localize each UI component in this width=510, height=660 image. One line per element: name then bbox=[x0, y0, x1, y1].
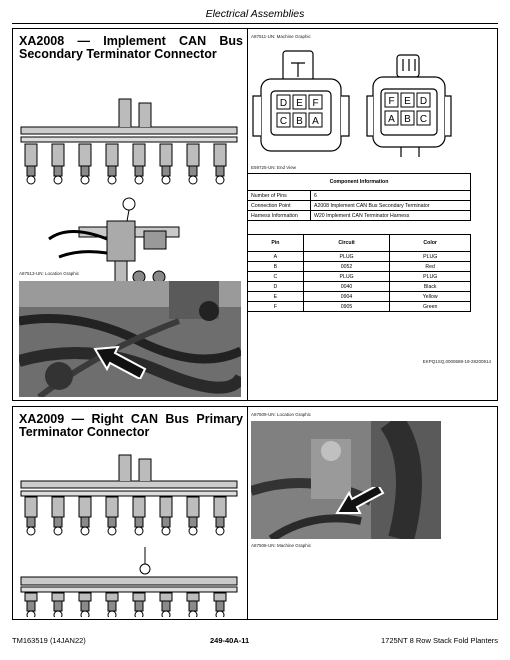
row-unit-part bbox=[133, 497, 145, 517]
row-unit-part bbox=[189, 166, 197, 176]
table-cell: PLUG bbox=[303, 272, 390, 282]
table-cell: B bbox=[248, 262, 304, 272]
section-xa2009 bbox=[12, 406, 498, 620]
connector-pin-label: D bbox=[279, 98, 288, 109]
row-unit-part bbox=[81, 601, 89, 611]
connector-end-view bbox=[251, 41, 487, 161]
arrow-icon bbox=[335, 487, 385, 523]
connector-pin-label: A bbox=[312, 116, 319, 127]
connector-pin-label: F bbox=[388, 96, 395, 107]
row-unit-part bbox=[79, 497, 91, 517]
row-unit-part bbox=[52, 144, 64, 166]
row-unit-part bbox=[189, 611, 197, 617]
table-row bbox=[248, 302, 471, 312]
arrow-icon bbox=[89, 339, 149, 379]
table-row bbox=[248, 282, 471, 292]
row-unit-part bbox=[216, 527, 224, 535]
section-xa2008 bbox=[12, 28, 498, 401]
row-unit-part bbox=[135, 517, 143, 527]
row-unit-part bbox=[27, 611, 35, 617]
table-cell: 0040 bbox=[303, 282, 390, 292]
row-unit-part bbox=[135, 166, 143, 176]
end-view-caption: E59725-UN: End View bbox=[251, 165, 296, 170]
table-cell: 0052 bbox=[303, 262, 390, 272]
row-unit-part bbox=[79, 593, 91, 601]
row-unit-part bbox=[216, 517, 224, 527]
row-unit-part bbox=[81, 517, 89, 527]
row-unit-part bbox=[162, 527, 170, 535]
row-unit-part bbox=[187, 497, 199, 517]
planter-drawing bbox=[19, 447, 241, 617]
info-label: Number of Pins bbox=[248, 191, 311, 201]
row-unit-part bbox=[27, 601, 35, 611]
table-row bbox=[248, 191, 471, 201]
table-row bbox=[248, 201, 471, 211]
row-unit-part bbox=[160, 144, 172, 166]
row-unit-part bbox=[133, 593, 145, 601]
table-cell: Red bbox=[390, 262, 471, 272]
row-unit-part bbox=[27, 527, 35, 535]
row-unit-part bbox=[52, 593, 64, 601]
row-unit-part bbox=[214, 497, 226, 517]
row-unit-part bbox=[81, 527, 89, 535]
pin-table bbox=[247, 234, 471, 312]
doc-id: EKPQ1SQ,0000688-19-28200914 bbox=[422, 359, 491, 364]
table-cell: E bbox=[248, 292, 304, 302]
location-photo bbox=[19, 281, 241, 397]
color-header: Color bbox=[390, 235, 471, 252]
row-unit-part bbox=[189, 176, 197, 184]
section-title: XA2009 — Right CAN Bus Primary Terminator Connector bbox=[19, 412, 243, 439]
row-unit-part bbox=[108, 517, 116, 527]
planter-drawing bbox=[19, 89, 241, 299]
info-value: W20 Implement CAN Terminator Harness bbox=[311, 211, 471, 221]
machine-caption: A87511-UN: Machine Graphic bbox=[251, 34, 311, 39]
table-row bbox=[248, 292, 471, 302]
row-unit-part bbox=[81, 611, 89, 617]
row-unit-part bbox=[189, 601, 197, 611]
row-unit-part bbox=[25, 593, 37, 601]
row-unit-part bbox=[216, 611, 224, 617]
table-cell: A bbox=[248, 252, 304, 262]
location-caption: A87513-UN: Location Graphic bbox=[19, 271, 80, 276]
row-unit-part bbox=[214, 593, 226, 601]
connector-pin-label: B bbox=[404, 114, 411, 125]
connector-pin-label: C bbox=[419, 114, 428, 125]
row-unit-part bbox=[135, 176, 143, 184]
row-unit-part bbox=[108, 176, 116, 184]
connector-pin-label: E bbox=[404, 96, 411, 107]
row-unit-part bbox=[106, 144, 118, 166]
footer-center: 249-40A-11 bbox=[210, 636, 250, 645]
row-unit-part bbox=[54, 527, 62, 535]
row-unit-part bbox=[216, 601, 224, 611]
component-info-table bbox=[247, 173, 471, 221]
location-caption: A87509-UN: Location Graphic bbox=[251, 412, 312, 417]
row-unit-part bbox=[187, 144, 199, 166]
table-cell: Green bbox=[390, 302, 471, 312]
machine-caption: A87508-UN: Machine Graphic bbox=[251, 543, 312, 548]
row-unit-part bbox=[160, 497, 172, 517]
row-unit-part bbox=[162, 166, 170, 176]
row-unit-part bbox=[108, 527, 116, 535]
row-unit-part bbox=[162, 611, 170, 617]
header-rule bbox=[12, 23, 498, 24]
row-unit-part bbox=[54, 517, 62, 527]
row-unit-part bbox=[160, 593, 172, 601]
table-cell: PLUG bbox=[390, 272, 471, 282]
footer-left: TM163519 (14JAN22) bbox=[12, 636, 86, 645]
row-unit-part bbox=[106, 593, 118, 601]
row-unit-part bbox=[54, 166, 62, 176]
table-cell: D bbox=[248, 282, 304, 292]
row-unit-part bbox=[187, 593, 199, 601]
row-unit-part bbox=[54, 176, 62, 184]
row-unit-part bbox=[27, 176, 35, 184]
row-unit-part bbox=[135, 527, 143, 535]
row-unit-part bbox=[79, 144, 91, 166]
connector-pin-label: F bbox=[312, 98, 319, 109]
connector-pin-label: B bbox=[296, 116, 303, 127]
row-unit-part bbox=[214, 144, 226, 166]
table-cell: Black bbox=[390, 282, 471, 292]
row-unit-part bbox=[216, 176, 224, 184]
info-label: Connection Point bbox=[248, 201, 311, 211]
table-row bbox=[248, 272, 471, 282]
table-cell: F bbox=[248, 302, 304, 312]
table-cell: 0905 bbox=[303, 302, 390, 312]
connector-pin-label: C bbox=[279, 116, 288, 127]
row-unit-part bbox=[54, 611, 62, 617]
info-label: Harness Information bbox=[248, 211, 311, 221]
connector-pin-label: D bbox=[419, 96, 428, 107]
row-unit-part bbox=[81, 166, 89, 176]
row-unit-part bbox=[162, 517, 170, 527]
row-unit-part bbox=[25, 144, 37, 166]
row-unit-part bbox=[162, 601, 170, 611]
info-value: A2008 Implement CAN Bus Secondary Terminator bbox=[311, 201, 471, 211]
component-info-heading: Component Information bbox=[248, 174, 471, 191]
row-unit-part bbox=[189, 527, 197, 535]
row-unit-part bbox=[108, 611, 116, 617]
page-header: Electrical Assemblies bbox=[205, 8, 305, 20]
table-row bbox=[248, 211, 471, 221]
row-unit-part bbox=[108, 601, 116, 611]
row-unit-part bbox=[81, 176, 89, 184]
table-cell: C bbox=[248, 272, 304, 282]
row-unit-part bbox=[189, 517, 197, 527]
footer-right: 1725NT 8 Row Stack Fold Planters bbox=[380, 636, 498, 645]
connector-pin-label: E bbox=[296, 98, 303, 109]
row-unit-part bbox=[162, 176, 170, 184]
column-divider bbox=[247, 407, 248, 619]
table-row bbox=[248, 262, 471, 272]
connector-pin-label: A bbox=[388, 114, 395, 125]
row-unit-part bbox=[108, 166, 116, 176]
row-unit-part bbox=[133, 144, 145, 166]
section-title: XA2008 — Implement CAN Bus Secondary Terminator Connector bbox=[19, 34, 243, 61]
row-unit-part bbox=[52, 497, 64, 517]
row-unit-part bbox=[25, 497, 37, 517]
row-unit-part bbox=[106, 497, 118, 517]
table-cell: PLUG bbox=[303, 252, 390, 262]
pin-header: Pin bbox=[248, 235, 304, 252]
row-unit-part bbox=[27, 517, 35, 527]
row-unit-part bbox=[54, 601, 62, 611]
row-unit-part bbox=[216, 166, 224, 176]
table-cell: Yellow bbox=[390, 292, 471, 302]
table-cell: 0904 bbox=[303, 292, 390, 302]
row-unit-part bbox=[27, 166, 35, 176]
table-cell: PLUG bbox=[390, 252, 471, 262]
row-unit-part bbox=[135, 611, 143, 617]
location-photo bbox=[251, 421, 441, 539]
info-value: 6 bbox=[311, 191, 471, 201]
row-unit-part bbox=[135, 601, 143, 611]
table-row bbox=[248, 252, 471, 262]
circuit-header: Circuit bbox=[303, 235, 390, 252]
